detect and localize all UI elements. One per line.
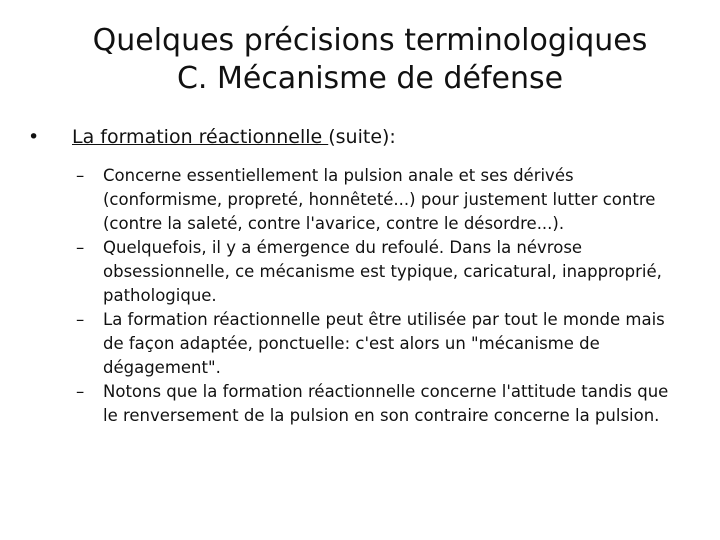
sub-bullet-item	[76, 164, 686, 236]
title-line-2: C. Mécanisme de défense	[176, 61, 564, 96]
sub-bullet-text: Notons que la formation réactionnelle concerne l'attitude tandis que le renversement de la pulsion en son contraire concerne la pulsion.	[103, 382, 669, 425]
sub-bullet-item	[76, 380, 686, 428]
sub-bullet-text: La formation réactionnelle peut être utilisée par tout le monde mais de façon adaptée, ponctuelle: c'est alors un "mécanisme de dégagement".	[103, 310, 665, 377]
dash-marker: –	[76, 310, 85, 329]
sub-bullet-item	[76, 308, 686, 380]
dash-marker: –	[76, 382, 85, 401]
sub-bullet-text: Concerne essentiellement la pulsion anale et ses dérivés (conformisme, propreté, honnêteté...) pour justement lutter contre (contre la saleté, contre l'avarice, contre le désordre...).	[103, 166, 656, 233]
bullet-term: La formation réactionnelle	[72, 126, 329, 148]
sub-bullet-list	[76, 164, 686, 428]
bullet-marker: •	[28, 126, 40, 148]
dash-marker: –	[76, 238, 85, 257]
main-bullet-text	[72, 124, 396, 150]
dash-marker: –	[76, 166, 85, 185]
sub-bullet-item	[76, 236, 686, 308]
bullet-suffix: (suite):	[328, 126, 396, 148]
slide-title	[30, 22, 710, 98]
sub-bullet-text: Quelquefois, il y a émergence du refoulé. Dans la névrose obsessionnelle, ce mécanisme est typique, caricatural, inapproprié, pathologique.	[103, 238, 662, 305]
title-line-1: Quelques précisions terminologiques	[92, 23, 648, 58]
